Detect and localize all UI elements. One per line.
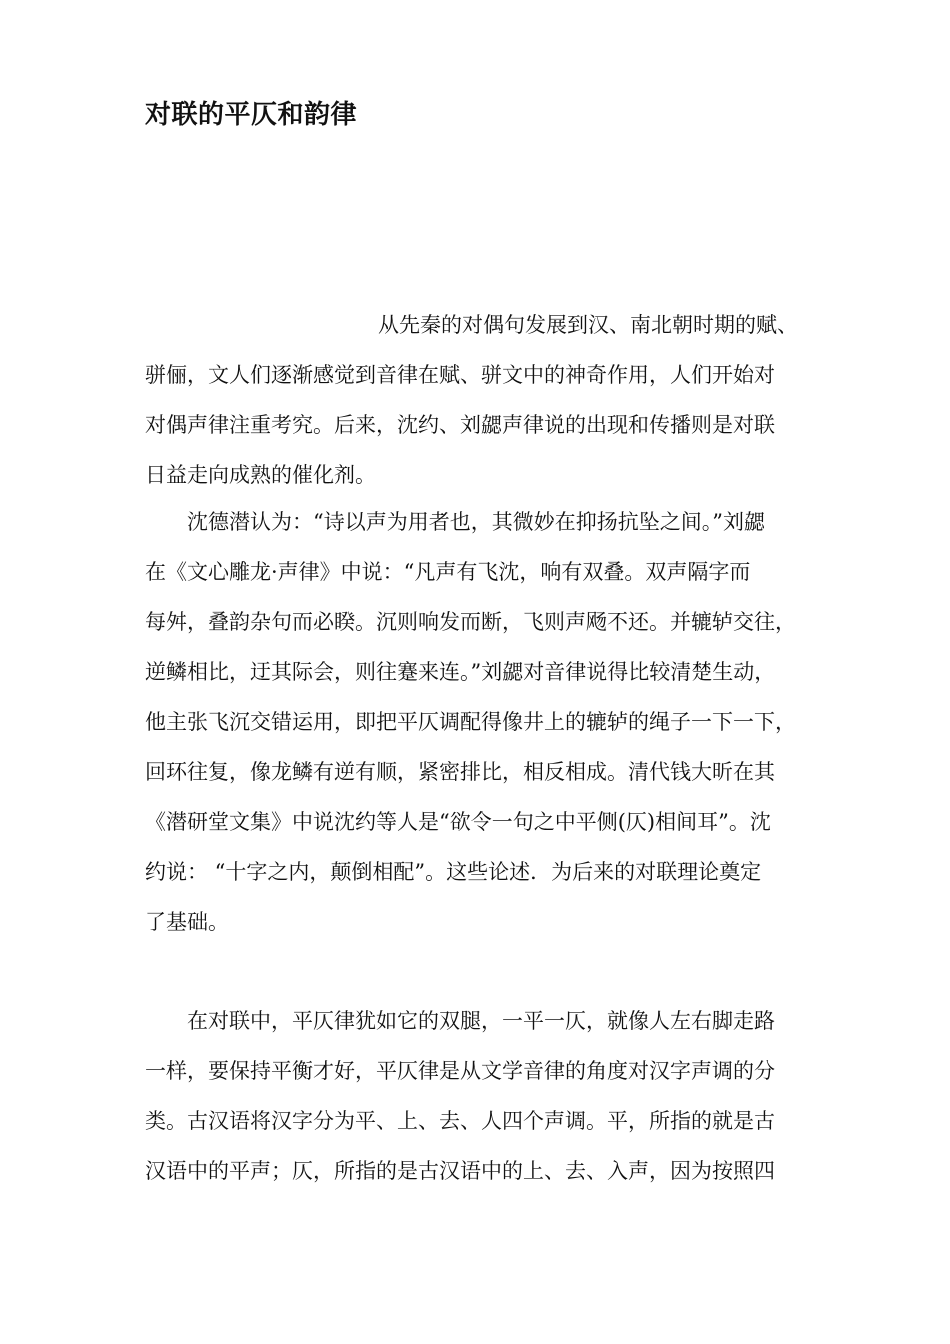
document-title: 对联的平仄和韵律	[145, 100, 358, 130]
text-line: 从先秦的对偶句发展到汉、南北朝时期的赋、	[378, 313, 798, 337]
text-line: 一样，要保持平衡才好，平仄律是从文学音律的角度对汉字声调的分	[145, 1059, 775, 1083]
text-line: 在《文心雕龙·声律》中说：“凡声有飞沈，响有双叠。双声隔字而	[145, 560, 751, 584]
paragraph-2	[145, 497, 813, 947]
paragraph-3	[145, 996, 813, 1196]
text-line: 每舛，叠韵杂句而必睽。沉则响发而断，飞则声飏不还。并辘轳交往，	[145, 610, 796, 634]
paragraph-1	[145, 300, 813, 500]
text-line: 回环往复，像龙鳞有逆有顺，紧密排比，相反相成。清代钱大昕在其	[145, 760, 775, 784]
text-line: 他主张飞沉交错运用，即把平仄调配得像井上的辘轳的绳子一下一下，	[145, 710, 796, 734]
text-line: 日益走向成熟的催化剂。	[145, 463, 376, 487]
text-line: 了基础。	[145, 910, 229, 934]
text-line: 对偶声律注重考究。后来，沈约、刘勰声律说的出现和传播则是对联	[145, 413, 775, 437]
text-line: 骈俪，文人们逐渐感觉到音律在赋、骈文中的神奇作用，人们开始对	[145, 363, 775, 387]
text-line: 《潜研堂文集》中说沈约等人是“欲令一句之中平侧(仄)相间耳”。沈	[145, 810, 771, 834]
text-line: 沈德潜认为：“诗以声为用者也，其微妙在抑扬抗坠之间。”刘勰	[187, 510, 765, 534]
text-line: 逆鳞相比，迂其际会，则往蹇来连。”刘勰对音律说得比较清楚生动，	[145, 660, 776, 684]
text-line: 约说： “十字之内，颠倒相配”。这些论述．为后来的对联理论奠定	[145, 860, 762, 884]
text-line: 在对联中，平仄律犹如它的双腿，一平一仄，就像人左右脚走路	[187, 1009, 775, 1033]
text-line: 汉语中的平声；仄，所指的是古汉语中的上、去、入声，因为按照四	[145, 1159, 775, 1183]
text-line: 类。古汉语将汉字分为平、上、去、人四个声调。平，所指的就是古	[145, 1109, 775, 1133]
